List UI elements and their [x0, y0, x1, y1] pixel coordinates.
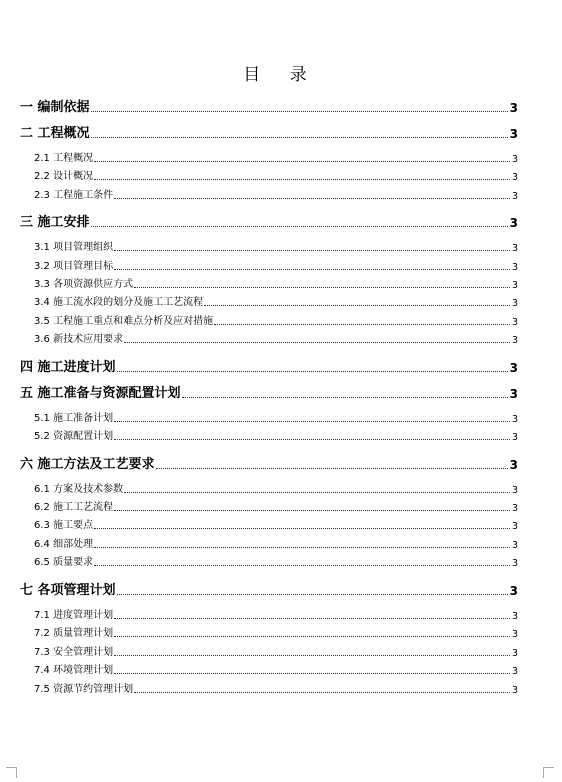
dot-leader: [114, 635, 510, 637]
toc-entry-label: 2.1 工程概况: [34, 153, 94, 164]
toc-entry-page: 3: [511, 279, 518, 291]
toc-entry-5-1[interactable]: [34, 414, 518, 424]
toc-entry-page: 3: [511, 502, 518, 514]
toc-entry-label: 二 工程概况: [20, 126, 90, 141]
dot-leader: [114, 197, 510, 199]
dot-leader: [91, 225, 508, 227]
toc-entry-3-3[interactable]: [34, 280, 518, 290]
dot-leader: [91, 110, 508, 112]
toc-entry-page: 3: [511, 316, 518, 328]
toc-entry-page: 3: [509, 458, 518, 472]
toc-entry-5[interactable]: [20, 387, 518, 400]
toc-entry-3-5[interactable]: [34, 317, 518, 327]
toc-entry-page: 3: [511, 297, 518, 309]
dot-leader: [91, 136, 508, 138]
toc-entry-page: 3: [509, 101, 518, 115]
toc-entry-6-3[interactable]: [34, 521, 518, 531]
toc-entry-label: 5.1 施工准备计划: [34, 413, 114, 424]
toc-entry-3-2[interactable]: [34, 262, 518, 272]
dot-leader: [134, 286, 510, 288]
toc-entry-label: 七 各项管理计划: [20, 583, 116, 598]
toc-entry-3-6[interactable]: [34, 335, 518, 345]
toc-entry-6-5[interactable]: [34, 558, 518, 568]
toc-entry-page: 3: [511, 484, 518, 496]
dot-leader: [134, 691, 510, 693]
dot-leader: [114, 268, 510, 270]
toc-entry-7-4[interactable]: [34, 666, 518, 676]
toc-entry-page: 3: [511, 431, 518, 443]
dot-leader: [94, 527, 510, 529]
toc-entry-label: 3.2 项目管理目标: [34, 261, 114, 272]
toc-entry-page: 3: [511, 413, 518, 425]
toc-entry-page: 3: [511, 647, 518, 659]
toc-entry-2-1[interactable]: [34, 154, 518, 164]
dot-leader: [114, 617, 510, 619]
toc-entry-7[interactable]: [20, 584, 518, 597]
toc-entry-label: 2.3 工程施工条件: [34, 190, 114, 201]
dot-leader: [182, 396, 508, 398]
toc-entry-label: 3.1 项目管理组织: [34, 242, 114, 253]
toc-entry-page: 3: [511, 334, 518, 346]
toc-entry-3-1[interactable]: [34, 243, 518, 253]
dot-leader: [94, 546, 510, 548]
toc-entry-6[interactable]: [20, 458, 518, 471]
dot-leader: [214, 323, 510, 325]
toc-entry-page: 3: [511, 153, 518, 165]
toc-entry-page: 3: [511, 261, 518, 273]
toc-entry-1[interactable]: [20, 101, 518, 114]
toc-entry-page: 3: [511, 242, 518, 254]
toc-entry-2[interactable]: [20, 127, 518, 140]
toc-entry-page: 3: [511, 665, 518, 677]
toc-entry-label: 3.5 工程施工重点和难点分析及应对措施: [34, 316, 214, 327]
toc-entry-page: 3: [509, 387, 518, 401]
toc-entry-label: 7.3 安全管理计划: [34, 647, 114, 658]
toc-entry-7-5[interactable]: [34, 685, 518, 695]
dot-leader: [124, 341, 510, 343]
dot-leader: [156, 467, 508, 469]
toc-entry-label: 6.1 方案及技术参数: [34, 484, 124, 495]
toc-entry-page: 3: [511, 520, 518, 532]
toc-entry-3-4[interactable]: [34, 298, 518, 308]
toc-entry-label: 7.1 进度管理计划: [34, 610, 114, 621]
dot-leader: [114, 249, 510, 251]
toc-entry-label: 一 编制依据: [20, 100, 90, 115]
toc-entry-page: 3: [511, 628, 518, 640]
toc-entry-page: 3: [511, 557, 518, 569]
toc-entry-5-2[interactable]: [34, 432, 518, 442]
dot-leader: [124, 491, 510, 493]
toc-entry-6-2[interactable]: [34, 503, 518, 513]
dot-leader: [114, 438, 510, 440]
toc-entry-page: 3: [509, 361, 518, 375]
dot-leader: [114, 420, 510, 422]
toc-entry-6-1[interactable]: [34, 485, 518, 495]
toc-entry-label: 6.4 细部处理: [34, 539, 94, 550]
toc-entry-label: 7.2 质量管理计划: [34, 628, 114, 639]
toc-entry-label: 7.5 资源节约管理计划: [34, 684, 134, 695]
dot-leader: [94, 178, 510, 180]
toc-entry-page: 3: [511, 539, 518, 551]
toc-entry-2-2[interactable]: [34, 172, 518, 182]
toc-entry-3[interactable]: [20, 216, 518, 229]
toc-entry-label: 6.3 施工要点: [34, 520, 94, 531]
toc-entry-label: 2.2 设计概况: [34, 171, 94, 182]
toc-entry-label: 6.2 施工工艺流程: [34, 502, 114, 513]
toc-entry-label: 3.4 施工流水段的划分及施工工艺流程: [34, 297, 204, 308]
dot-leader: [117, 370, 508, 372]
toc-entry-page: 3: [511, 684, 518, 696]
dot-leader: [204, 304, 510, 306]
toc-entry-page: 3: [509, 127, 518, 141]
toc-entry-7-1[interactable]: [34, 611, 518, 621]
toc-entry-page: 3: [509, 584, 518, 598]
toc-entry-6-4[interactable]: [34, 540, 518, 550]
toc-entry-label: 3.6 新技术应用要求: [34, 334, 124, 345]
toc-entry-label: 六 施工方法及工艺要求: [20, 457, 155, 472]
toc-entry-2-3[interactable]: [34, 191, 518, 201]
toc-entry-label: 3.3 各项资源供应方式: [34, 279, 134, 290]
toc-entry-page: 3: [509, 216, 518, 230]
page-corner-mark: [6, 767, 17, 778]
dot-leader: [94, 564, 510, 566]
dot-leader: [117, 593, 508, 595]
toc-entry-page: 3: [511, 610, 518, 622]
toc-entry-7-3[interactable]: [34, 648, 518, 658]
toc-entry-label: 5.2 资源配置计划: [34, 431, 114, 442]
toc-entry-label: 6.5 质量要求: [34, 557, 94, 568]
dot-leader: [114, 654, 510, 656]
toc-entry-label: 五 施工准备与资源配置计划: [20, 386, 181, 401]
page-corner-mark: [543, 767, 554, 778]
toc-entry-label: 四 施工进度计划: [20, 360, 116, 375]
page-title: 目 录: [243, 65, 319, 85]
dot-leader: [114, 672, 510, 674]
dot-leader: [114, 509, 510, 511]
toc-entry-label: 7.4 环境管理计划: [34, 665, 114, 676]
toc-entry-page: 3: [511, 190, 518, 202]
toc-entry-7-2[interactable]: [34, 629, 518, 639]
toc-entry-label: 三 施工安排: [20, 215, 90, 230]
dot-leader: [94, 160, 510, 162]
toc-entry-4[interactable]: [20, 361, 518, 374]
toc-entry-page: 3: [511, 171, 518, 183]
